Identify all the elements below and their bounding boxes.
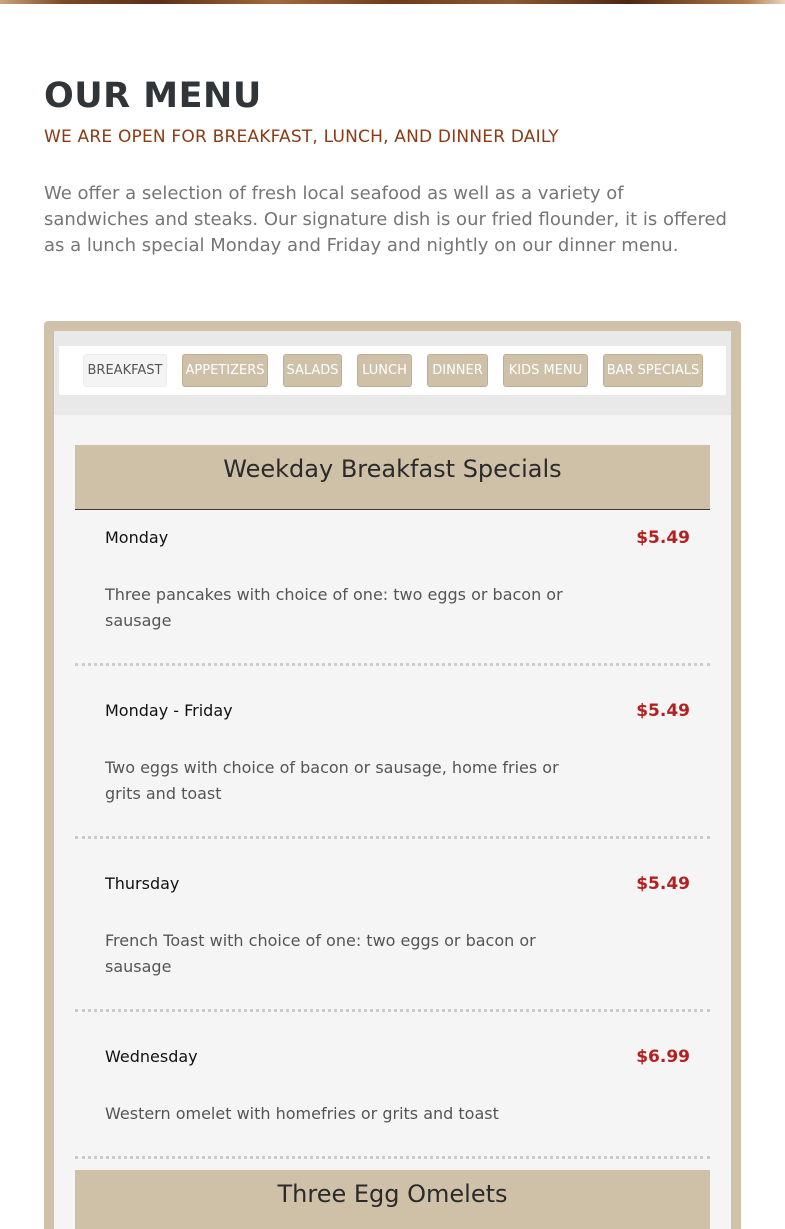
item-price: $5.49: [636, 528, 690, 548]
page-title: OUR MENU: [44, 76, 262, 116]
item-divider: [75, 1009, 710, 1012]
menu-panel: [44, 321, 741, 1229]
menu-content: [54, 331, 731, 1229]
tabs-band: [54, 331, 731, 415]
tab-bar-specials[interactable]: BAR SPECIALS: [603, 354, 703, 387]
item-divider: [75, 836, 710, 839]
hero-image-strip: [0, 0, 785, 4]
tab-breakfast[interactable]: BREAKFAST: [83, 354, 167, 387]
item-divider: [75, 1156, 710, 1159]
item-name: Monday: [105, 528, 169, 547]
item-name: Monday - Friday: [105, 701, 233, 720]
item-description: Two eggs with choice of bacon or sausage, home fries or grits and toast: [105, 758, 559, 803]
item-price: $5.49: [636, 701, 690, 721]
item-description: French Toast with choice of one: two eggs or bacon or sausage: [105, 931, 536, 976]
tab-salads[interactable]: SALADS: [283, 354, 342, 387]
intro-paragraph: We offer a selection of fresh local seafood as well as a variety of sandwiches and steaks. Our signature dish is our fried flounder, it is offered as a lunch special Monday and Friday and nightly on our dinner menu.: [44, 183, 727, 256]
section-title: Weekday Breakfast Specials: [223, 455, 562, 483]
menu-item: [75, 528, 710, 658]
menu-item: [75, 874, 710, 1004]
item-name: Wednesday: [105, 1047, 198, 1066]
section-header-weekday-breakfast: [75, 445, 710, 510]
item-price: $5.49: [636, 874, 690, 894]
page-subtitle: WE ARE OPEN FOR BREAKFAST, LUNCH, AND DINNER DAILY: [44, 127, 559, 147]
menu-item: [75, 1047, 710, 1157]
section-title: Three Egg Omelets: [277, 1180, 508, 1208]
item-divider: [75, 663, 710, 666]
item-name: Thursday: [105, 874, 180, 893]
menu-item: [75, 701, 710, 831]
menu-tabs: [59, 346, 726, 395]
item-price: $6.99: [636, 1047, 690, 1067]
item-description: Western omelet with homefries or grits and toast: [105, 1104, 499, 1123]
item-description: Three pancakes with choice of one: two eggs or bacon or sausage: [105, 585, 563, 630]
tab-lunch[interactable]: LUNCH: [357, 354, 412, 387]
tab-dinner[interactable]: DINNER: [427, 354, 488, 387]
tab-kids-menu[interactable]: KIDS MENU: [503, 354, 588, 387]
tab-appetizers[interactable]: APPETIZERS: [182, 354, 268, 387]
section-header-three-egg-omelets: [75, 1170, 710, 1229]
